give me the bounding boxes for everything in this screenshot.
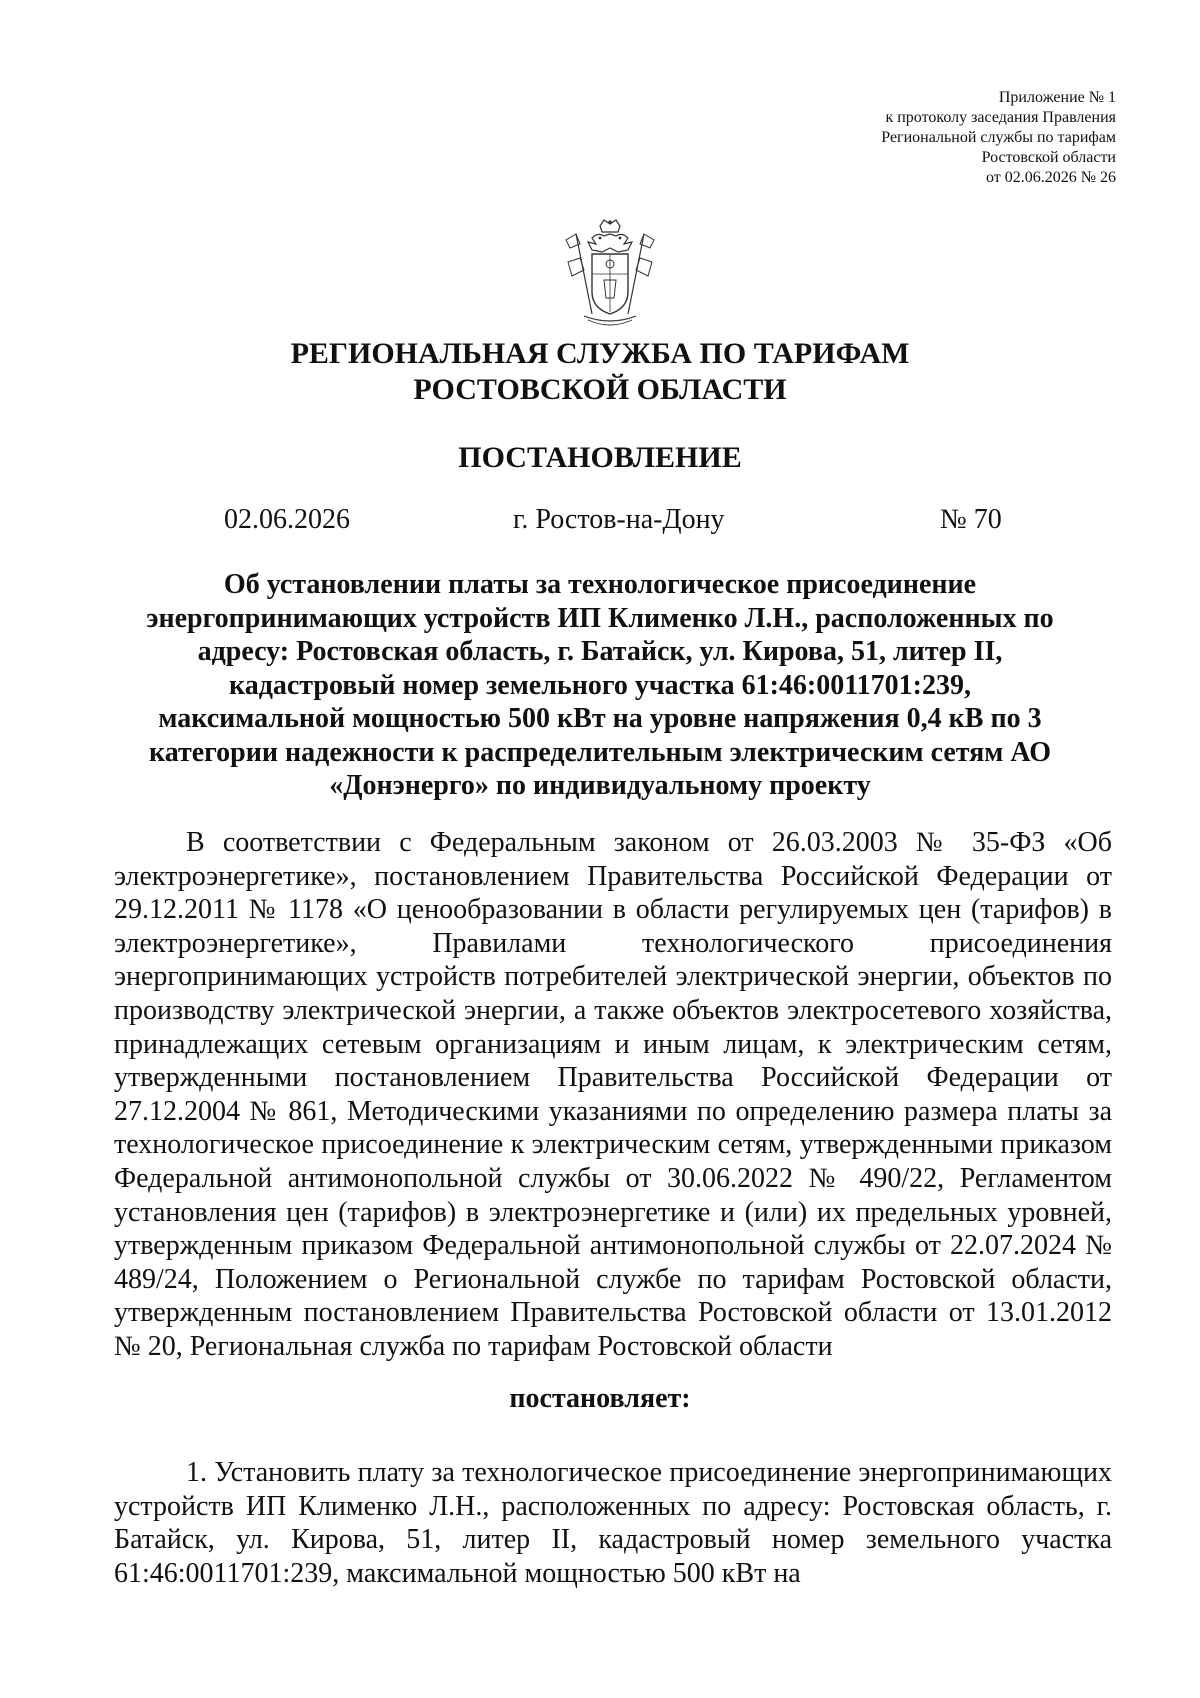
coat-of-arms-icon [562,218,658,328]
document-number: № 70 [940,504,1002,535]
document-type: ПОСТАНОВЛЕНИЕ [458,441,742,474]
organization-title-line: РЕГИОНАЛЬНАЯ СЛУЖБА ПО ТАРИФАМ [290,337,910,370]
appendix-line: Региональной службы по тарифам [881,129,1116,146]
resolution-item-1: 1. Установить плату за технологическое присоединение энергопринимающих устройств ИП Клименко Л.Н., расположенных по адресу: Ростовская область, г. Батайск, ул. Кирова, 51, литер II, кадастровый номер земельного участка 61:46:0011701:239, максимальной мощностью 500 кВт на [114,1457,1112,1589]
document-meta [0,502,1200,538]
organization-title [0,336,1200,408]
document-date: 02.06.2026 [224,504,350,535]
appendix-line: от 02.06.2026 № 26 [985,169,1116,186]
appendix-line: Ростовской области [981,149,1116,166]
document-city: г. Ростов-на-Дону [513,504,725,535]
appendix-note [696,88,1116,188]
resolves-heading: постановляет: [509,1383,691,1414]
organization-title-line: РОСТОВСКОЙ ОБЛАСТИ [413,373,787,406]
intro-paragraph: В соответствии с Федеральным законом от 26.03.2003 № 35-ФЗ «Об электроэнергетике», постановлением Правительства Российской Федерации от 29.12.2011 № 1178 «О ценообразовании в области регулируемых цен (тарифов) в электроэнергетике», Правилами технологического присоединения энергопринимающих устройств потребителей электрической энергии, объектов по производству электрической энергии, а также объектов электросетевого хозяйства, принадлежащих сетевым организациям и иным лицам, к электрическим сетям, утвержденными постановлением Правительства Российской Федерации от 27.12.2004 № 861, Методическими указаниями по определению размера платы за технологическое присоединение к электрическим сетям, утвержденными приказом Федеральной антимонопольной службы от 30.06.2022 № 490/22, Регламентом установления цен (тарифов) в электроэнергетике и (или) их предельных уровней, утвержденным приказом Федеральной антимонопольной службы от 22.07.2024 № 489/24, Положением о Региональной службе по тарифам Ростовской области, утвержденным постановлением Правительства Ростовской области от 13.01.2012 № 20, Региональная служба по тарифам Ростовской области [114,827,1112,1362]
document-subject: Об установлении платы за технологическое присоединение энергопринимающих устройств ИП Клименко Л.Н., расположенных по адресу: Ростовская область, г. Батайск, ул. Кирова, 51, литер II, кадастровый номер земельного участка 61:46:0011701:239, максимальной мощностью 500 кВт на уровне напряжения 0,4 кВ по 3 категории надежности к распределительным электрическим сетям АО «Донэнерго» по индивидуальному проекту [146,569,1054,801]
appendix-line: к протоколу заседания Правления [885,109,1116,126]
appendix-line: Приложение № 1 [998,89,1116,106]
